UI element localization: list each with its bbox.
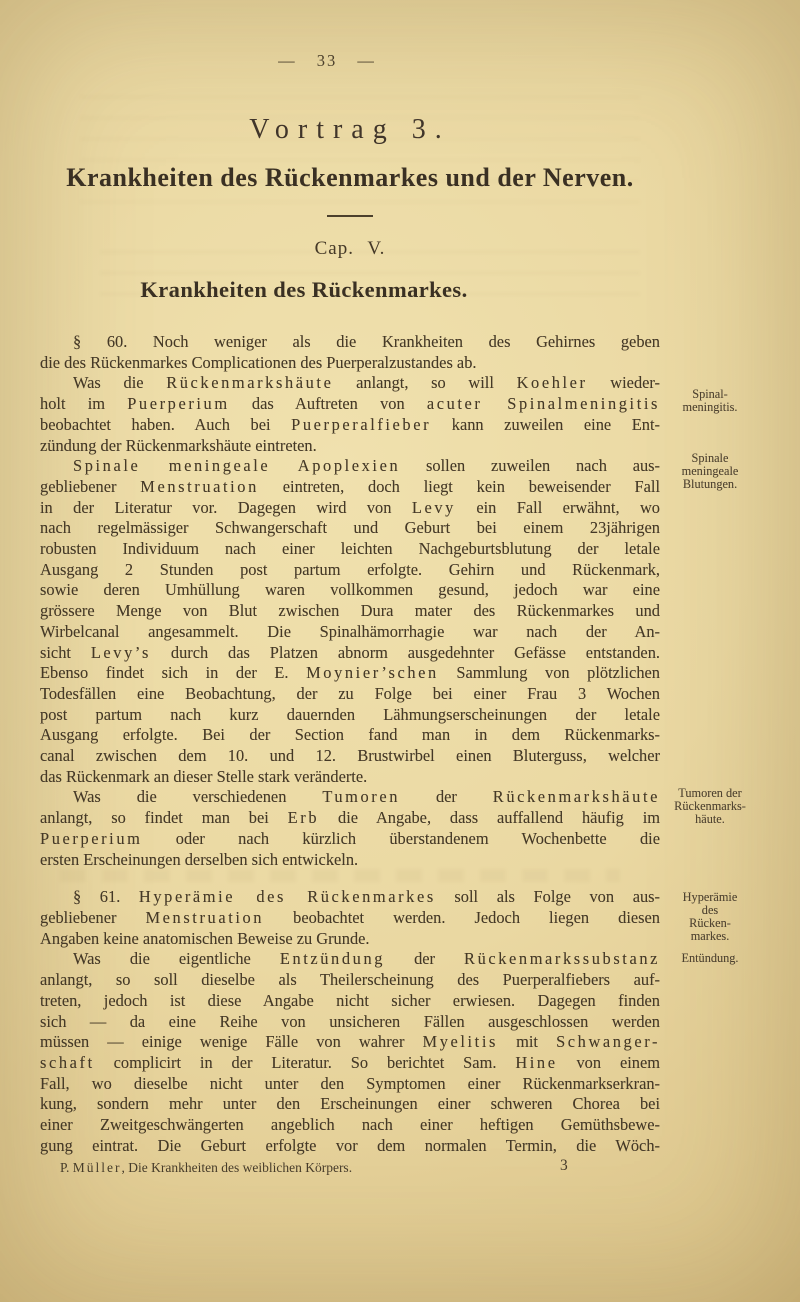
text-segment: anlangt, so soll dieselbe als Theilerscheinung des Puerperalfiebers auf- (40, 970, 660, 990)
text-segment: sollen zuweilen nach aus- (400, 456, 660, 476)
body-text (40, 332, 660, 1156)
spaced-term: Müller (72, 1160, 122, 1175)
text-line (40, 332, 660, 353)
text-line (40, 725, 660, 746)
spaced-term: Rückenmarkssubstanz (464, 949, 661, 969)
text-line (40, 949, 660, 970)
text-segment: Todesfällen eine Beobachtung, der zu Folge bei einer Frau 3 Wochen (40, 683, 660, 703)
margin-note (660, 388, 760, 414)
text-line (40, 1094, 660, 1115)
text-line (40, 887, 660, 908)
text-segment: sowie deren Umhüllung waren vollkommen gesund, jedoch war eine (40, 580, 660, 600)
spaced-term: Menstruation (145, 907, 265, 927)
text-segment: sich — da eine Reihe von unsicheren Fällen ausgeschlossen werden (40, 1011, 660, 1031)
margin-note-line: häute. (695, 811, 725, 826)
text-line (40, 970, 660, 991)
text-line (40, 601, 660, 622)
margin-note-line: Hyperämie (682, 890, 738, 904)
text-segment: P. (60, 1160, 73, 1175)
margin-note (660, 452, 760, 491)
margin-note-line: Rücken- (689, 915, 731, 930)
spaced-term: Entzündung (279, 949, 386, 969)
margin-note (660, 891, 760, 943)
text-segment: anlangt, so findet man bei (40, 808, 288, 828)
text-line (40, 767, 660, 788)
margin-note-line: des (701, 902, 719, 917)
section-heading: Krankheiten des Rückenmarkes. (140, 277, 468, 302)
text-segment: das Rückenmark an dieser Stelle stark veränderte. (40, 766, 368, 786)
text-line (40, 1136, 660, 1157)
text-segment: eintreten, doch liegt kein beweisender Fall (258, 476, 660, 496)
spaced-term: Puerperalfieber (291, 414, 432, 434)
text-segment: Was die verschiedenen (73, 787, 323, 807)
text-segment: Ausgang 2 Stunden post partum erfolgte. Gehirn und Rückenmark, (40, 559, 660, 579)
text-segment: zündung der Rückenmarkshäute eintreten. (40, 435, 317, 455)
text-line (40, 1012, 660, 1033)
text-line (40, 908, 660, 929)
text-segment: complicirt in der Literatur. So berichtet Sam. (94, 1052, 516, 1072)
spaced-term: Moynier’schen (306, 663, 439, 683)
text-segment: einer Zweitgeschwängerten angeblich nach einer heftigen Gemüthsbewe- (40, 1115, 660, 1135)
chapter-title: Krankheiten des Rückenmarkes und der Nerven. (66, 163, 634, 192)
text-segment: der (385, 949, 465, 969)
text-line (40, 850, 660, 871)
text-segment: beobachtet werden. Jedoch liegen diesen (264, 907, 661, 927)
margin-note-line: Rückenmarks- (674, 798, 746, 813)
text-segment: canal zwischen dem 10. und 12. Brustwirbel einen Bluterguss, welcher (40, 746, 660, 766)
text-segment: Ebenso findet sich in der E. (40, 663, 307, 683)
text-segment: die Angabe, dass auffallend häufig im (319, 808, 660, 828)
margin-note-line: Spinal- (692, 387, 728, 401)
margin-note-line: meningeale (681, 463, 739, 478)
spaced-term: Tumoren (322, 787, 401, 807)
text-segment: holt im (40, 394, 128, 414)
margin-note (660, 787, 760, 826)
spaced-term: Schwanger- (556, 1032, 661, 1052)
text-segment: mit (497, 1032, 557, 1052)
text-segment: Was die (73, 373, 167, 393)
text-line (40, 394, 660, 415)
text-segment: das Auftreten von (229, 394, 427, 414)
text-segment: Sammlung von plötzlichen (438, 663, 660, 683)
text-segment: ersten Erscheinungen derselben sich entwickeln. (40, 849, 359, 869)
text-segment: Was die eigentliche (73, 949, 280, 969)
text-segment: nach regelmässiger Schwangerschaft und Geburt bei einem 23jährigen (40, 518, 660, 538)
margin-note-line: Spinale (691, 451, 729, 465)
text-line (40, 477, 660, 498)
text-line (40, 539, 660, 560)
margin-note-line: markes. (690, 928, 730, 943)
spaced-term: Rückenmarkshäute (492, 787, 660, 807)
spaced-term: schaft (40, 1052, 95, 1072)
spaced-term: Levy (411, 497, 456, 517)
text-segment: soll als Folge von aus- (435, 887, 660, 907)
text-segment: die des Rückenmarkes Complicationen des Puerperalzustandes ab. (40, 352, 477, 372)
text-segment: post partum nach kurz dauernden Lähmungserscheinungen der letale (40, 704, 660, 724)
text-line (40, 456, 660, 477)
text-segment: Ausgang erfolgte. Bei der Section fand man in dem Rückenmarks- (40, 725, 660, 745)
spaced-term: Myelitis (422, 1032, 498, 1052)
text-line (40, 415, 660, 436)
text-segment: Wirbelcanal angesammelt. Die Spinalhämorrhagie war nach der An- (40, 621, 660, 641)
spaced-term: Koehler (516, 373, 588, 393)
text-segment: wieder- (587, 373, 661, 393)
text-segment: § 61. (73, 887, 139, 907)
text-line (40, 929, 660, 950)
text-segment: in der Literatur vor. Dagegen wird von (40, 497, 412, 517)
text-line (40, 1074, 660, 1095)
text-line (40, 705, 660, 726)
sheet-signature-number: 3 (560, 1157, 568, 1174)
text-line (40, 353, 660, 374)
spaced-term: Hine (515, 1052, 558, 1072)
margin-note-line: Entündung. (681, 951, 739, 965)
text-segment: , Die Krankheiten des weiblichen Körpers. (121, 1160, 353, 1175)
text-segment: müssen — einige wenige Fälle von wahrer (40, 1032, 423, 1052)
margin-note-line: Tumoren der (678, 786, 742, 800)
text-segment: gebliebener (40, 907, 146, 927)
text-segment: beobachtet haben. Auch bei (40, 414, 292, 434)
spaced-term: Puerperium (40, 828, 143, 848)
text-segment: durch das Platzen abnorm ausgedehnter Gefässe entstanden. (151, 642, 660, 662)
text-line (40, 622, 660, 643)
text-segment: sicht (40, 642, 91, 662)
spaced-term: Menstruation (140, 476, 259, 496)
margin-note (660, 952, 760, 965)
text-line (40, 663, 660, 684)
text-line (40, 373, 660, 394)
text-segment: § 60. Noch weniger als die Krankheiten des Gehirnes geben (73, 332, 660, 351)
text-line (40, 436, 660, 457)
text-segment: der (400, 787, 493, 807)
text-segment: grössere Menge von Blut zwischen Dura mater des Rückenmarkes und (40, 601, 660, 621)
text-segment: von einem (557, 1052, 660, 1072)
text-line (40, 829, 660, 850)
margin-note-line: Blutungen. (682, 476, 738, 491)
text-line (40, 1032, 660, 1053)
text-segment: gung eintrat. Die Geburt erfolgte vor dem normalen Termin, die Wöch- (40, 1135, 660, 1155)
text-line (40, 1053, 660, 1074)
text-line (40, 991, 660, 1012)
text-segment: kann zuweilen eine Ent- (431, 414, 660, 434)
title-divider-rule (327, 215, 373, 217)
text-line (40, 498, 660, 519)
text-segment: Fall, wo dieselbe nicht unter den Symptomen einer Rückenmarkserkran- (40, 1073, 660, 1093)
text-line (40, 580, 660, 601)
text-segment: kung, sondern mehr unter den Erscheinungen einer schweren Chorea bei (40, 1094, 660, 1114)
text-line (40, 746, 660, 767)
text-line (40, 643, 660, 664)
bleed-through-texture (80, 95, 640, 215)
spaced-term: Hyperämie des Rückenmarkes (138, 887, 436, 907)
text-line (40, 787, 660, 808)
page-number: — 33 — (278, 51, 376, 70)
footer-citation (60, 1160, 352, 1176)
spaced-term: Rückenmarkshäute (166, 373, 334, 393)
text-segment: ein Fall erwähnt, wo (455, 497, 660, 517)
text-segment: anlangt, so will (333, 373, 517, 393)
margin-note-line: meningitis. (682, 399, 738, 414)
text-line (40, 684, 660, 705)
spaced-term: Spinale meningeale Apoplexien (73, 456, 401, 476)
text-line (40, 518, 660, 539)
text-line (40, 1115, 660, 1136)
text-segment: oder nach kürzlich überstandenem Wochenbette die (142, 828, 660, 848)
text-segment: gebliebener (40, 476, 141, 496)
spaced-term: acuter Spinalmeningitis (426, 394, 660, 414)
text-line (40, 560, 660, 581)
text-segment: Angaben keine anatomischen Beweise zu Grunde. (40, 928, 370, 948)
text-segment: robusten Individuum nach einer leichten Nachgeburtsblutung der letale (40, 539, 660, 559)
spaced-term: Levy’s (90, 642, 152, 662)
spaced-term: Puerperium (127, 394, 230, 414)
spaced-term: Erb (287, 808, 320, 828)
cap-heading: Cap. V. (314, 238, 386, 259)
text-line (40, 808, 660, 829)
lecture-heading: Vortrag 3. (249, 114, 451, 145)
text-segment: treten, jedoch ist diese Angabe nicht sicher erwiesen. Dagegen finden (40, 990, 660, 1010)
